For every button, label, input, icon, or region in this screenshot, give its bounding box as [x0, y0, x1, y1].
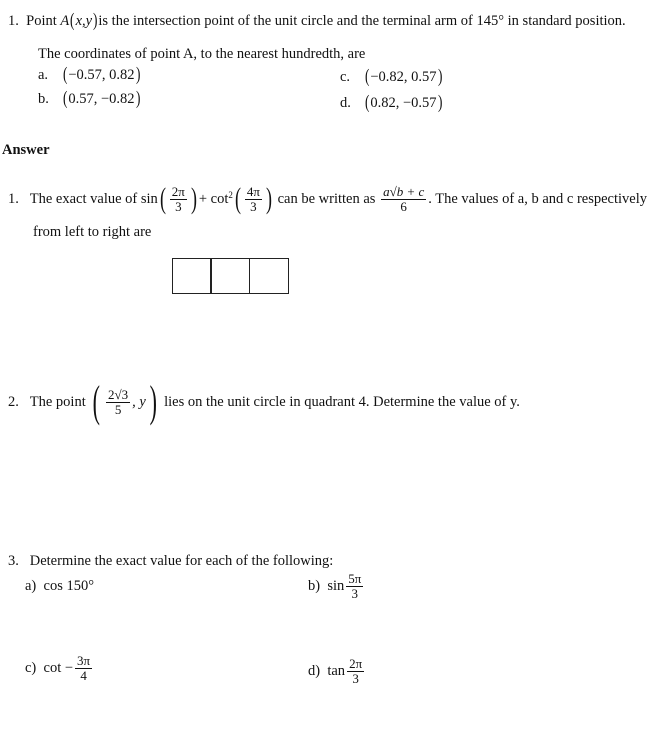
- option-letter: b.: [38, 90, 49, 107]
- q3-part-a: [25, 578, 94, 595]
- option-d: d. ( 0.82, −0.57 ): [340, 92, 442, 113]
- exponent: 2: [228, 190, 233, 200]
- numerator: 5π: [348, 571, 362, 586]
- answer-boxes[interactable]: [173, 258, 289, 294]
- q2-text-part: lies on the unit circle in quadrant 4. Determine the value of y.: [164, 393, 520, 410]
- option-value: 0.82, −0.57: [370, 94, 437, 111]
- numerator: a√b + c: [383, 183, 425, 199]
- q2-text: 2. The point ( $\frac{2√3}{5}$ , y ) lies on the unit circle in quadrant 4. Determine the value of y.: [8, 377, 520, 426]
- denominator: 3: [175, 198, 182, 214]
- denominator: 4: [80, 667, 87, 683]
- fraction: [381, 185, 426, 213]
- part-fn: tan: [327, 662, 346, 679]
- option-value: −0.57, 0.82: [68, 66, 135, 83]
- denominator: 5: [114, 401, 122, 417]
- numerator: 4π: [246, 183, 260, 199]
- question-number: 2.: [8, 393, 19, 410]
- option-value: 0.57, −0.82: [68, 90, 135, 107]
- numerator: 2√3: [108, 386, 129, 402]
- option-a: a. ( −0.57, 0.82 ): [38, 64, 140, 85]
- q1-text-part: . The values of a, b and c respectively: [428, 190, 648, 207]
- question-number: 1.: [8, 190, 19, 207]
- option-letter: d.: [340, 94, 351, 111]
- stem-text: Point: [26, 12, 57, 29]
- q1-text: 1. The exact value of sin ( $\frac{2\pi}{3}$ ) + cot $^2$ ( $\frac{4\pi}{3}$ ) can be written as $\frac{a√b + c}{6}$ . The values of a, b and c respectively: [8, 182, 648, 215]
- answer-box-c[interactable]: [249, 258, 289, 294]
- option-letter: a.: [38, 66, 49, 83]
- fraction: [170, 185, 187, 213]
- fraction: [106, 388, 130, 416]
- denominator: 3: [352, 670, 359, 686]
- question-number: 3.: [8, 553, 19, 569]
- part-label: c): [25, 659, 37, 676]
- q3-part-d: [308, 657, 366, 685]
- stem-text: is the intersection point of the unit circle and the terminal arm of 145° in standard position.: [98, 12, 626, 29]
- q1-text-part: The exact value of sin: [29, 190, 158, 207]
- fraction: [346, 572, 363, 600]
- part-label: b): [308, 577, 321, 594]
- part-fn: sin: [327, 577, 345, 594]
- question-number: 1.: [8, 12, 19, 29]
- numerator: 2π: [171, 183, 185, 199]
- q2-text-part: The point: [29, 393, 86, 410]
- part-label: a): [25, 578, 37, 594]
- q3-part-c: [25, 654, 94, 682]
- q3-prompt: Determine the exact value for each of the following:: [29, 553, 334, 569]
- q3-part-b: [308, 572, 365, 600]
- q1-text-part: can be written as: [277, 190, 376, 207]
- point-args: x,y: [75, 12, 93, 29]
- numerator: 2π: [349, 656, 363, 671]
- part-expr: cos 150°: [43, 578, 95, 594]
- denominator: 3: [250, 198, 257, 214]
- option-letter: c.: [340, 68, 351, 85]
- mc-prompt: The coordinates of point A, to the nearest hundredth, are: [38, 46, 366, 62]
- fraction: [245, 185, 262, 213]
- denominator: 3: [351, 585, 359, 601]
- point-label: A: [60, 12, 70, 29]
- numerator: 3π: [77, 653, 91, 668]
- answer-box-b[interactable]: [210, 258, 250, 294]
- part-label: d): [308, 662, 321, 679]
- option-b: b. ( 0.57, −0.82 ): [38, 88, 140, 109]
- q1-text-part: from left to right are: [33, 224, 152, 240]
- answer-heading: Answer: [2, 142, 50, 158]
- fraction: [347, 657, 364, 685]
- y-variable: , y: [132, 393, 146, 410]
- q1-text-part: + cot: [198, 190, 229, 207]
- mc-question-stem: 1. Point A ( x,y ) is the intersection point of the unit circle and the terminal arm of 145° in standard position.: [8, 10, 626, 31]
- q3-text: [8, 553, 333, 570]
- option-value: −0.82, 0.57: [370, 68, 437, 85]
- option-c: c. ( −0.82, 0.57 ): [340, 66, 442, 87]
- denominator: 6: [400, 198, 407, 214]
- fraction: [75, 654, 92, 682]
- part-fn: cot −: [43, 659, 74, 676]
- answer-box-a[interactable]: [172, 258, 212, 294]
